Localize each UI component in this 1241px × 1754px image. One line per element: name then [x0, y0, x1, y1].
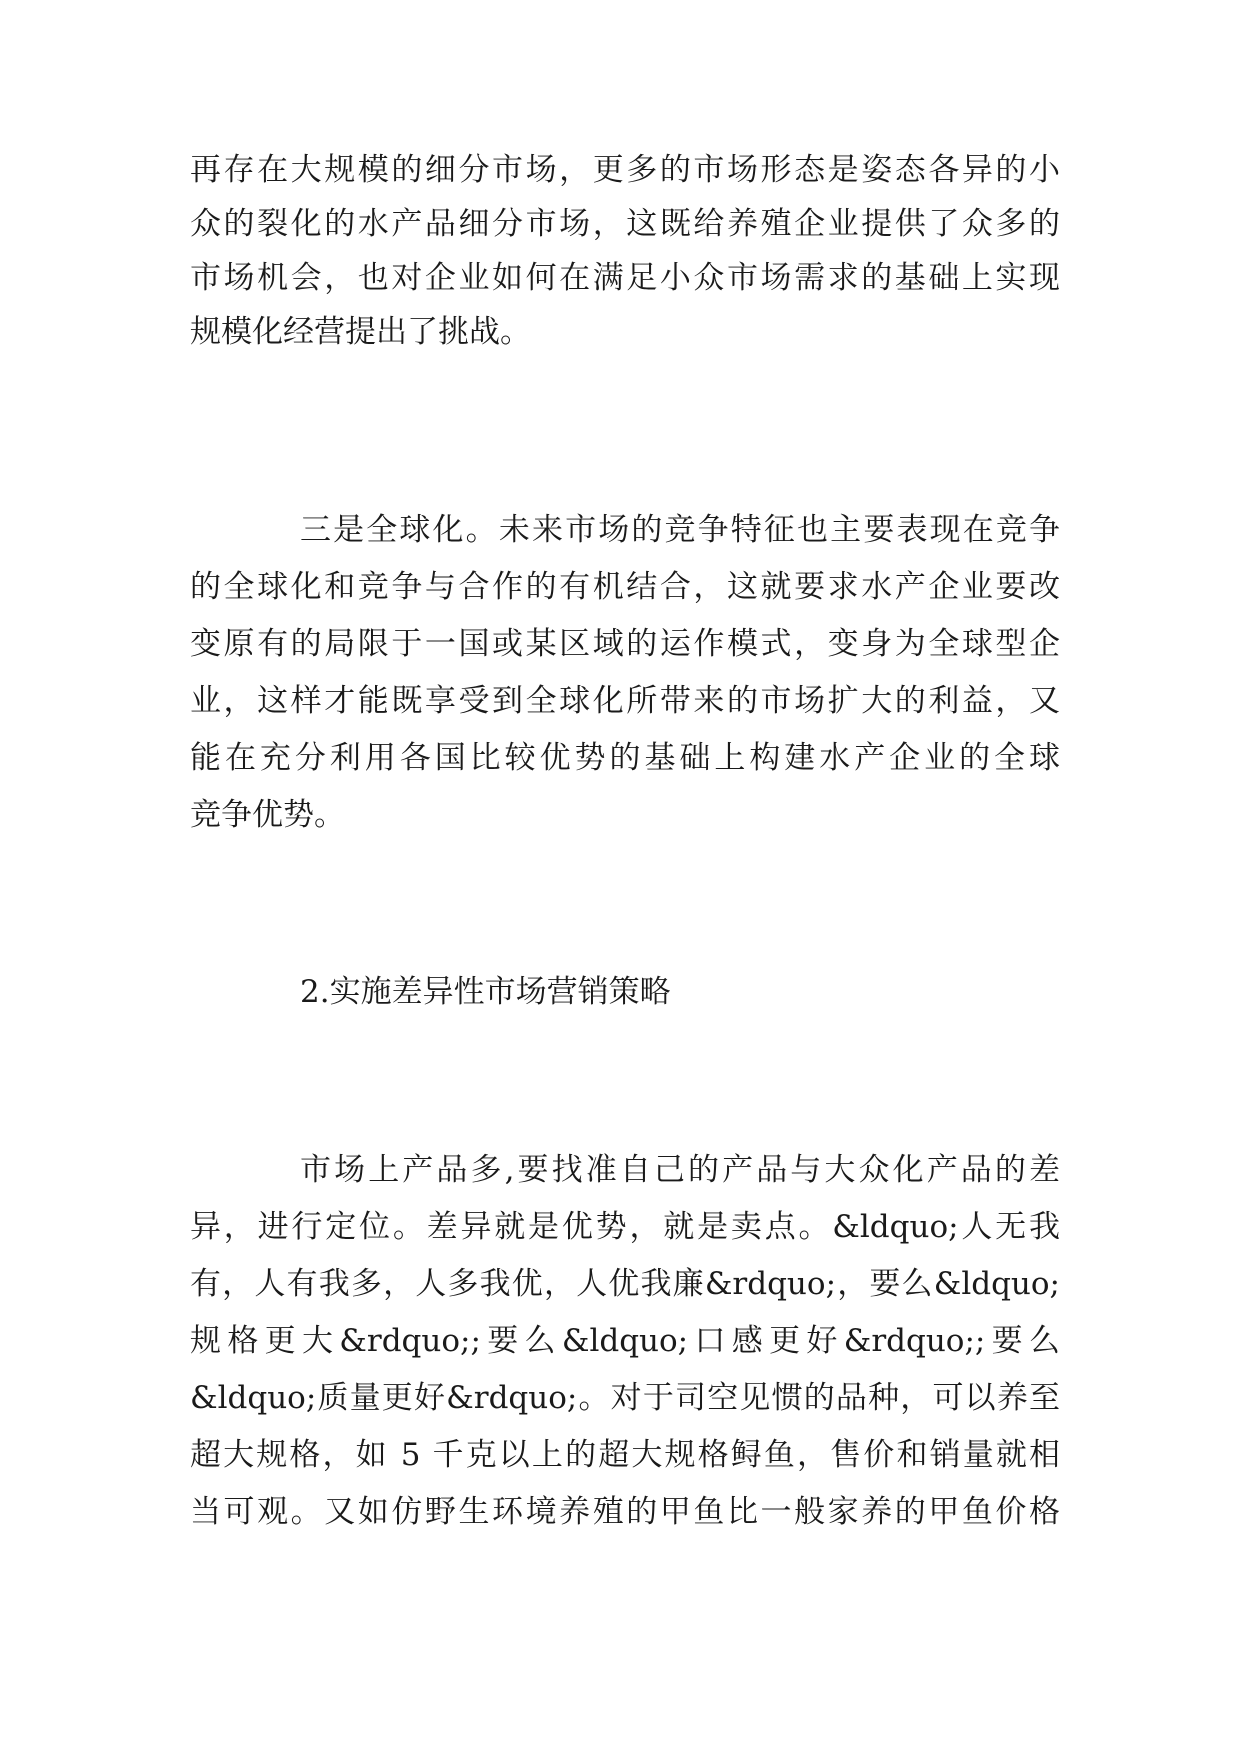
paragraph-1-line-3: 市场机会，也对企业如何在满足小众市场需求的基础上实现 [190, 260, 1060, 296]
paragraph-1-line-4: 规模化经营提出了挑战。 [190, 314, 531, 350]
section-heading: 2.实施差异性市场营销策略 [300, 974, 671, 1010]
paragraph-2-line-5: 能在充分利用各国比较优势的基础上构建水产企业的全球 [190, 740, 1060, 776]
paragraph-2-line-1: 三是全球化。未来市场的竞争特征也主要表现在竞争 [300, 512, 1060, 548]
paragraph-3-line-1: 市场上产品多,要找准自己的产品与大众化产品的差 [300, 1152, 1060, 1188]
paragraph-3-line-3: 有，人有我多，人多我优，人优我廉&rdquo;，要么&ldquo; [190, 1266, 1060, 1302]
paragraph-3-line-2: 异，进行定位。差异就是优势，就是卖点。&ldquo;人无我 [190, 1209, 1060, 1245]
paragraph-2-line-4: 业，这样才能既享受到全球化所带来的市场扩大的利益，又 [190, 683, 1060, 719]
paragraph-3-line-6: 超大规格，如 5 千克以上的超大规格鲟鱼，售价和销量就相 [190, 1437, 1060, 1473]
paragraph-1-line-1: 再存在大规模的细分市场，更多的市场形态是姿态各异的小 [190, 152, 1060, 188]
paragraph-3-line-7: 当可观。又如仿野生环境养殖的甲鱼比一般家养的甲鱼价格 [190, 1494, 1060, 1530]
paragraph-3-line-5: &ldquo;质量更好&rdquo;。对于司空见惯的品种，可以养至 [190, 1380, 1060, 1416]
paragraph-2-line-3: 变原有的局限于一国或某区域的运作模式，变身为全球型企 [190, 626, 1060, 662]
paragraph-3-line-4: 规格更大&rdquo;;要么&ldquo;口感更好&rdquo;;要么 [190, 1323, 1060, 1359]
paragraph-2-line-2: 的全球化和竞争与合作的有机结合，这就要求水产企业要改 [190, 569, 1060, 605]
paragraph-2-line-6: 竞争优势。 [190, 797, 345, 833]
paragraph-1-line-2: 众的裂化的水产品细分市场，这既给养殖企业提供了众多的 [190, 206, 1060, 242]
